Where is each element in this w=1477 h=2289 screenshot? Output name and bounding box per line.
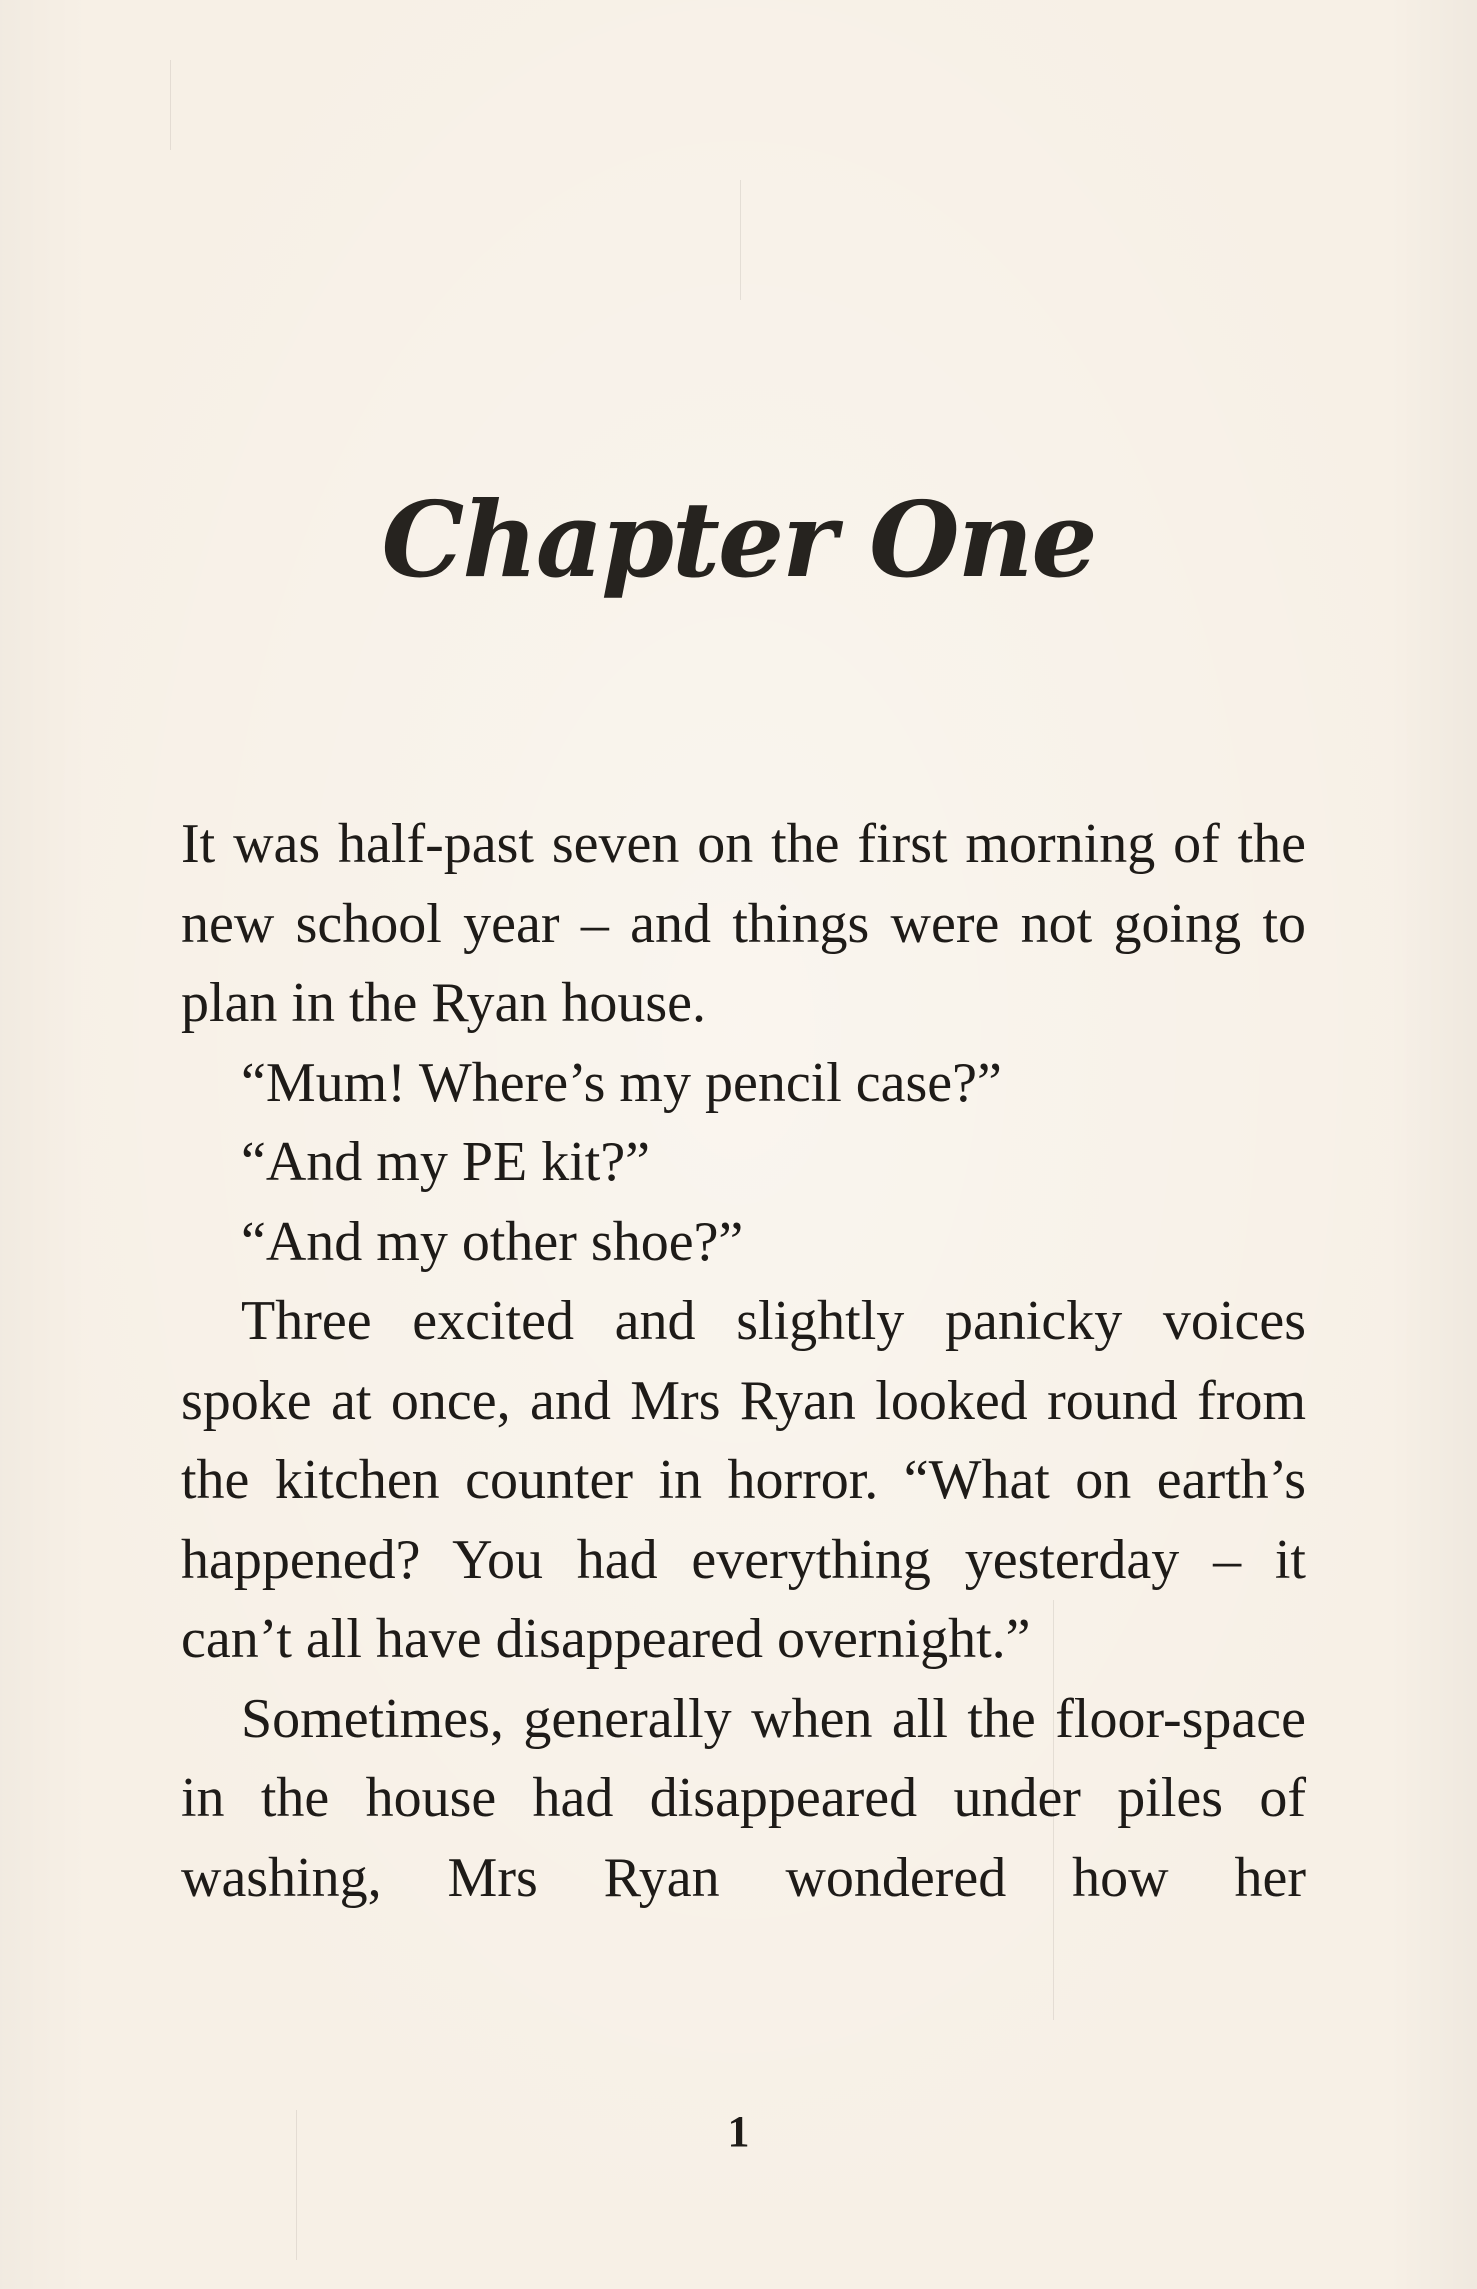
- chapter-title: Chapter One: [381, 478, 1096, 601]
- paragraph: “And my PE kit?”: [241, 1131, 651, 1193]
- page-crease: [170, 60, 171, 150]
- paragraph: “And my other shoe?”: [241, 1210, 744, 1273]
- page-crease: [740, 180, 741, 300]
- paragraph: It was half-past seven on the first morning of the new school year – and things were not going to plan in the Ryan house.: [181, 813, 1306, 1034]
- paragraph: Sometimes, generally when all the floor-space in the house had disappeared under piles of washing, Mrs Ryan wondered how her: [181, 1687, 1306, 1909]
- paragraph: “Mum! Where’s my pencil case?”: [241, 1051, 1002, 1114]
- page-number: 1: [727, 2107, 750, 2156]
- paragraph: Three excited and slightly panicky voices spoke at once, and Mrs Ryan looked round from the kitchen counter in horror. “What on earth’s happened? You had everything yesterday – it can’t all have disappeared overnight.”: [181, 1290, 1306, 1670]
- chapter-body: [181, 805, 1306, 1918]
